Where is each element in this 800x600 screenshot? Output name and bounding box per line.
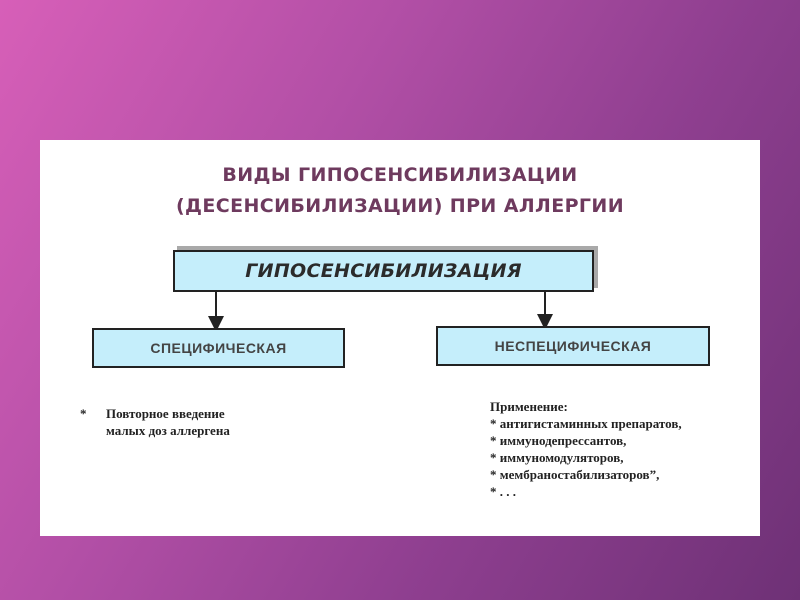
bullet-marker: *	[80, 406, 87, 421]
nonspecific-node-label: НЕСПЕЦИФИЧЕСКАЯ	[494, 338, 652, 354]
title-line-2: (ДЕСЕНСИБИЛИЗАЦИИ) ПРИ АЛЛЕРГИИ	[175, 195, 625, 217]
nonspecific-note-item: * антигистаминных препаратов,	[490, 416, 682, 431]
nonspecific-note	[490, 398, 682, 500]
specific-node	[92, 328, 345, 368]
slide-panel	[40, 140, 760, 536]
nonspecific-note-item: * . . .	[490, 484, 516, 499]
root-node-label: ГИПОСЕНСИБИЛИЗАЦИЯ	[245, 260, 522, 282]
nonspecific-note-item: * мембраностабилизаторов”,	[490, 467, 660, 482]
diagram-title	[40, 160, 760, 222]
specific-note-line: малых доз аллергена	[106, 423, 230, 438]
specific-note-line: Повторное введение	[106, 406, 225, 421]
nonspecific-note-item: * иммуномодуляторов,	[490, 450, 624, 465]
root-node	[173, 250, 594, 292]
nonspecific-note-item: * иммунодепрессантов,	[490, 433, 627, 448]
nonspecific-node	[436, 326, 710, 366]
specific-note	[80, 405, 230, 439]
title-line-1: ВИДЫ ГИПОСЕНСИБИЛИЗАЦИИ	[222, 164, 578, 186]
specific-node-label: СПЕЦИФИЧЕСКАЯ	[150, 340, 287, 356]
nonspecific-note-heading: Применение:	[490, 399, 568, 414]
